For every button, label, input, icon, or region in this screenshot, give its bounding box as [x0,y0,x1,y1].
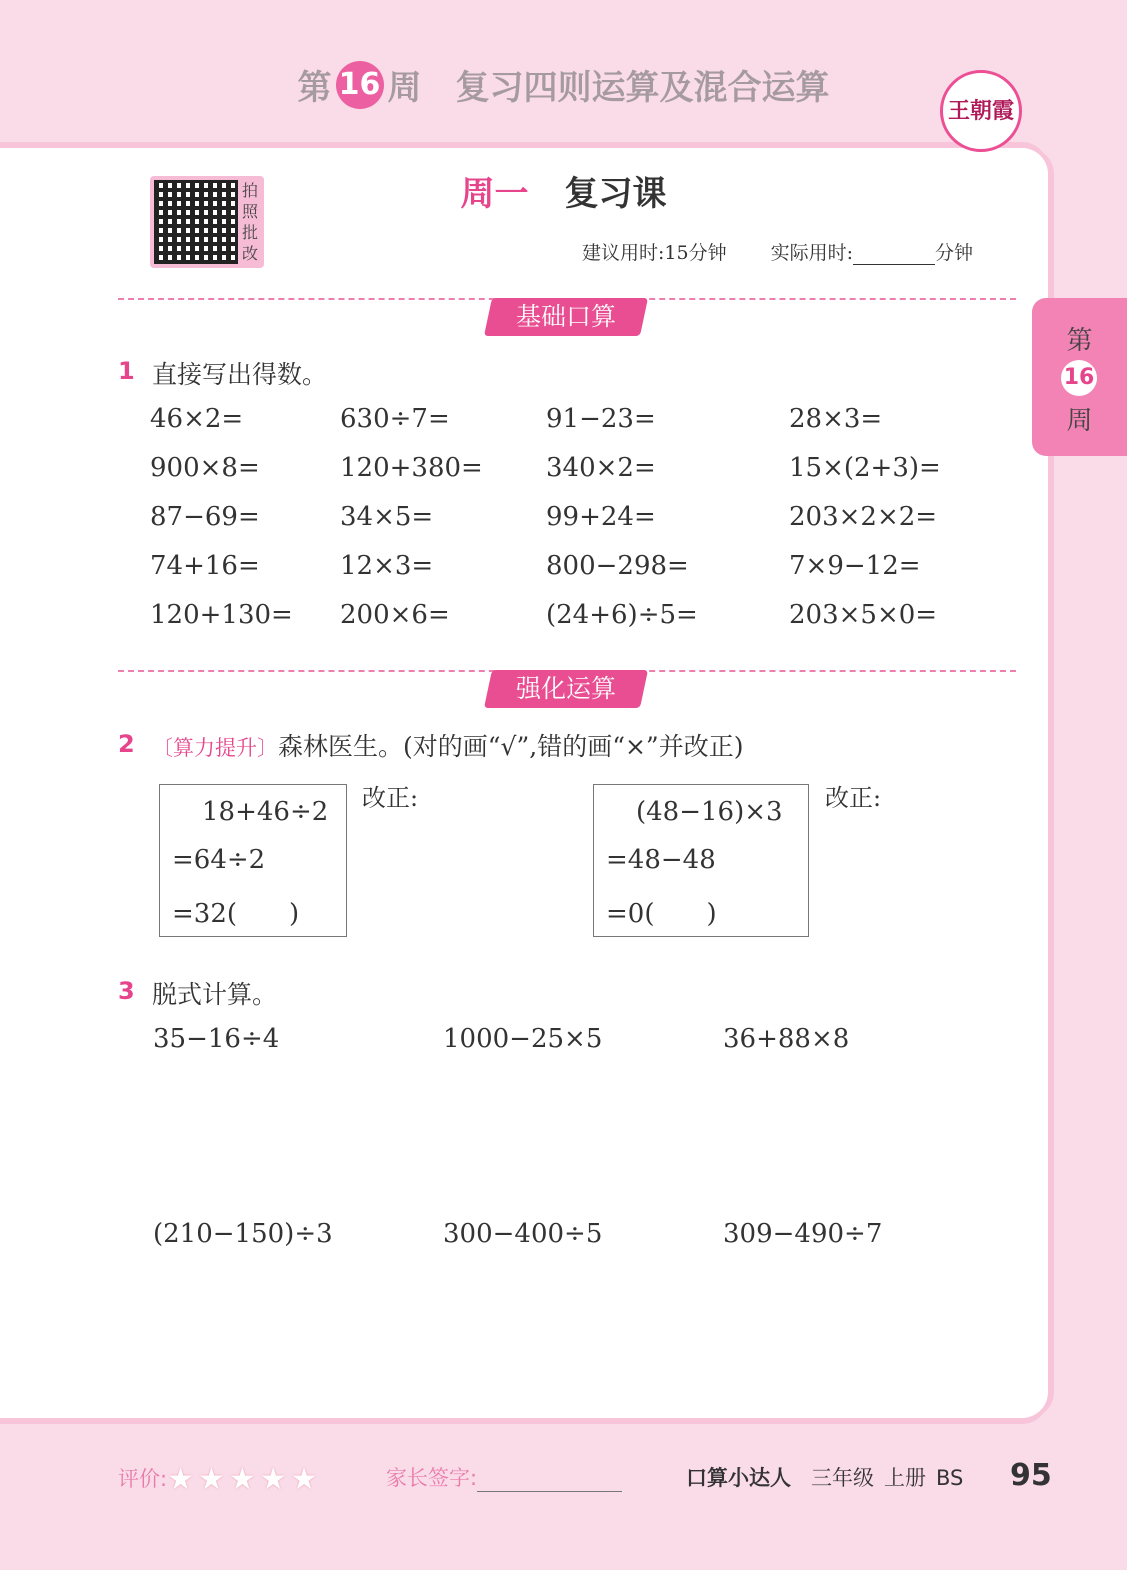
chapter-title: 复习四则运算及混合运算 [455,68,830,108]
question-body: 森林医生。(对的画“√”,错的画“×”并改正) [278,732,744,761]
question-number: 3 [118,977,135,1005]
calc-step[interactable]: =0( ) [606,899,717,929]
actual-time-blank[interactable] [853,246,935,265]
book-grade: 三年级 [811,1466,874,1490]
signature-blank[interactable] [477,1471,622,1492]
question-tag: 〔算力提升〕 [152,736,278,760]
math-item[interactable]: 28×3= [789,404,883,434]
math-item[interactable]: 340×2= [546,453,656,483]
author-logo: 王朝霞 [940,70,1022,152]
math-item[interactable]: 203×5×0= [789,600,938,630]
math-item[interactable]: 99+24= [546,502,656,532]
math-item[interactable]: 91−23= [546,404,656,434]
calc-step: (48−16)×3 [636,797,783,827]
step-calc-item[interactable]: (210−150)÷3 [153,1219,333,1249]
math-item[interactable]: 120+380= [340,453,483,483]
error-check-box [159,784,347,937]
calc-step[interactable]: =32( ) [172,899,300,929]
book-brand: 口算小达人 [686,1466,791,1490]
error-check-box [593,784,809,937]
evaluation-label: 评价: [118,1467,168,1491]
step-calc-item[interactable]: 36+88×8 [723,1024,850,1054]
parent-signature [386,1462,622,1492]
qr-label: 拍照批改 [242,181,259,263]
math-item[interactable]: (24+6)÷5= [546,600,698,630]
lesson-title: 复习课 [564,174,667,214]
page-number: 95 [1010,1458,1052,1493]
side-tab-number: 16 [1061,360,1097,396]
book-info [686,1462,963,1492]
week-prefix: 第 [297,68,332,108]
time-line [582,238,973,265]
math-item[interactable]: 200×6= [340,600,450,630]
section-tag-label: 强化运算 [515,674,616,703]
question-number: 1 [118,357,135,385]
math-item[interactable]: 630÷7= [340,404,450,434]
correction-label: 改正: [825,784,882,812]
calc-step: =64÷2 [172,845,266,875]
math-item[interactable]: 12×3= [340,551,434,581]
signature-label: 家长签字: [386,1466,478,1490]
day-name: 周一 [460,174,529,214]
week-number-badge: 16 [336,61,384,109]
math-item[interactable]: 120+130= [150,600,293,630]
question-number: 2 [118,730,135,758]
math-item[interactable]: 46×2= [150,404,244,434]
calc-step: =48−48 [606,845,716,875]
calc-step: 18+46÷2 [202,797,329,827]
step-calc-item[interactable]: 300−400÷5 [443,1219,603,1249]
suggested-time: 建议用时:15分钟 [582,242,727,264]
math-item[interactable]: 34×5= [340,502,434,532]
section-tag-basic [484,298,648,336]
step-calc-item[interactable]: 1000−25×5 [443,1024,603,1054]
week-suffix: 周 [387,68,422,108]
side-tab-bottom: 周 [1066,406,1093,436]
math-item[interactable]: 203×2×2= [789,502,938,532]
side-tab-top: 第 [1066,326,1093,356]
star-rating-icon[interactable]: ★★★★★ [167,1462,322,1497]
book-volume: 上册 [884,1466,926,1490]
book-edition: BS [936,1466,964,1490]
math-item[interactable]: 900×8= [150,453,260,483]
math-item[interactable]: 15×(2+3)= [789,453,941,483]
day-title [0,166,1127,215]
section-tag-label: 基础口算 [515,302,616,331]
question-text: 直接写出得数。 [152,360,328,389]
question-text: 脱式计算。 [152,980,278,1009]
week-side-tab [1032,298,1127,456]
step-calc-item[interactable]: 35−16÷4 [153,1024,280,1054]
math-item[interactable]: 800−298= [546,551,689,581]
actual-time-label: 实际用时: [770,242,853,264]
actual-time-unit: 分钟 [935,242,974,264]
step-calc-item[interactable]: 309−490÷7 [723,1219,883,1249]
math-item[interactable]: 7×9−12= [789,551,921,581]
evaluation [118,1462,322,1497]
question-text [152,727,743,763]
math-item[interactable]: 87−69= [150,502,260,532]
correction-label: 改正: [362,784,419,812]
section-tag-advanced [484,670,648,708]
math-item[interactable]: 74+16= [150,551,260,581]
